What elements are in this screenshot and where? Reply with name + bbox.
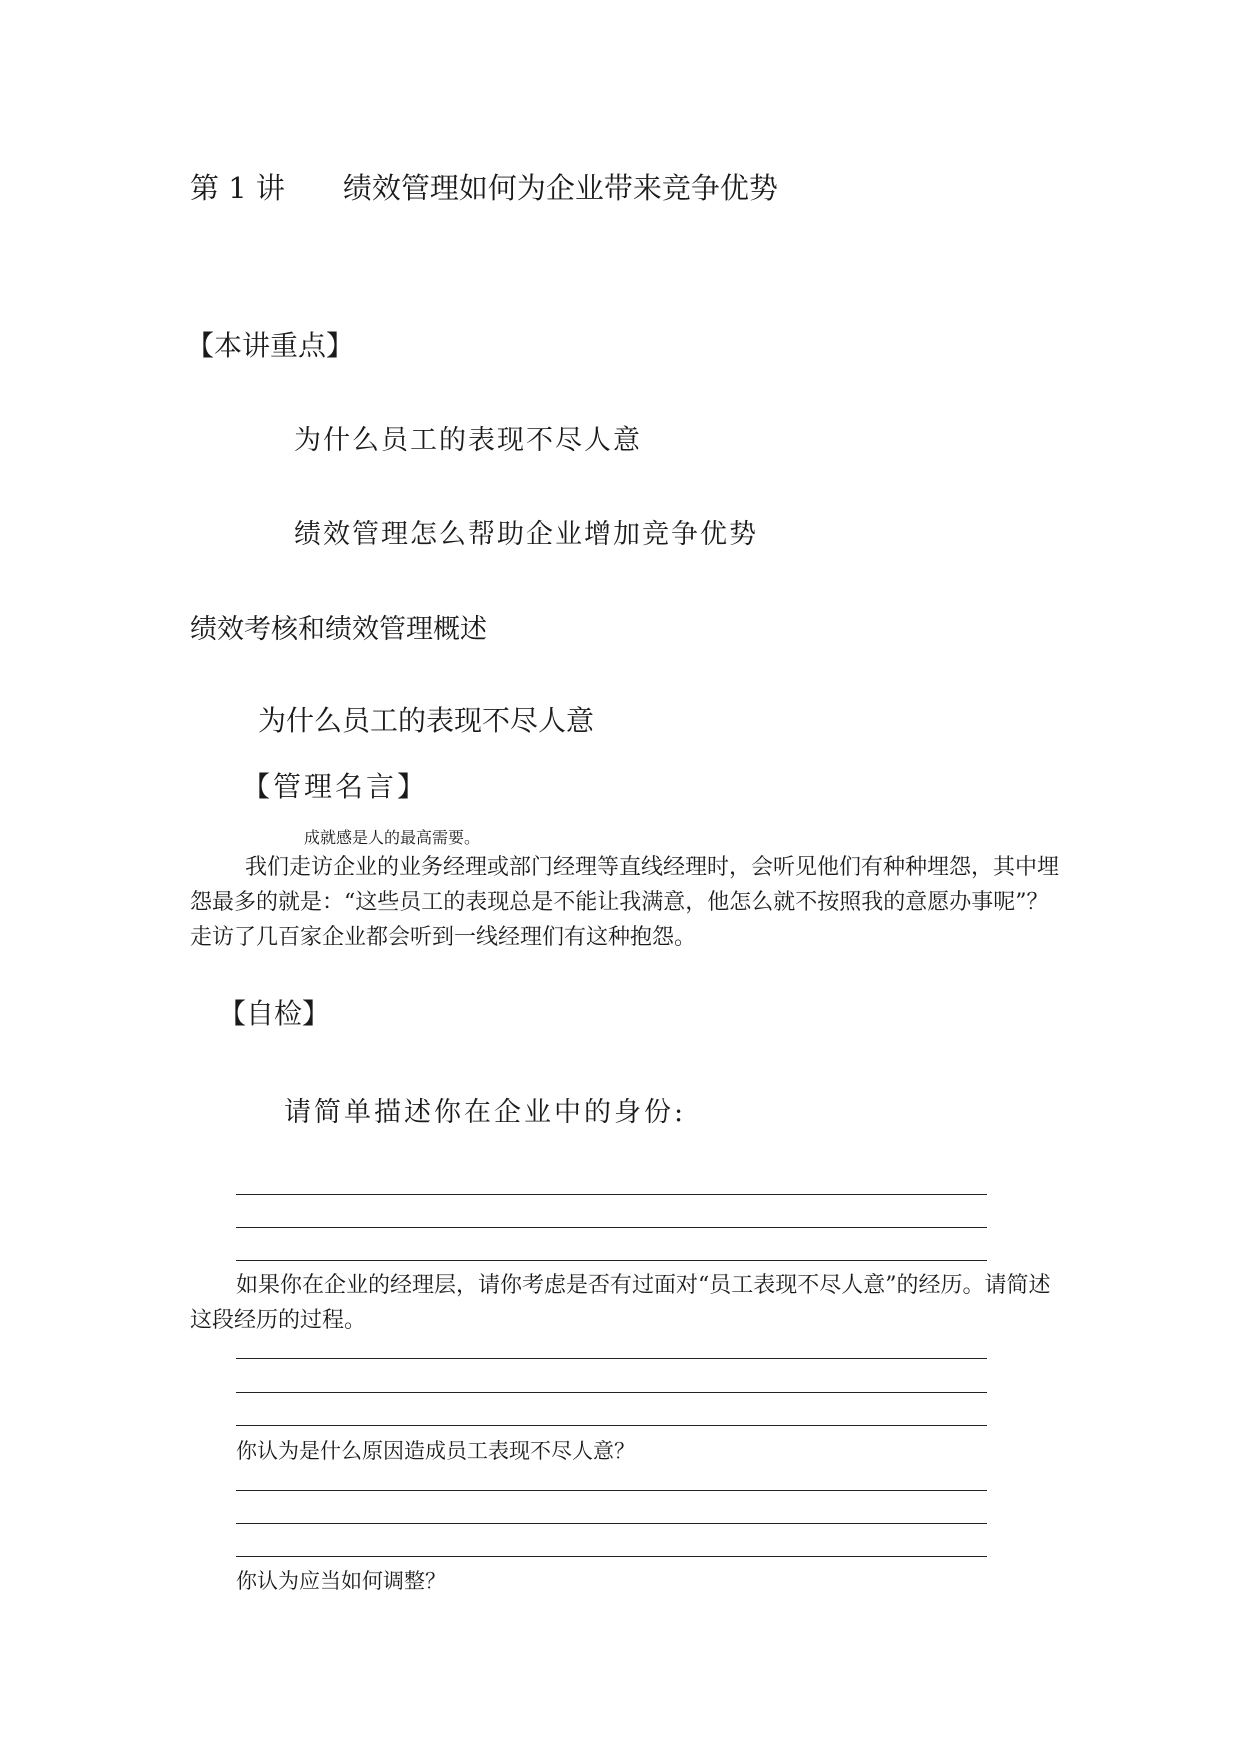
question-cause: 你认为是什么原因造成员工表现不尽人意？ xyxy=(236,1439,635,1463)
answer-line[interactable] xyxy=(236,1556,987,1557)
question-identity: 请简单描述你在企业中的身份: xyxy=(284,1097,687,1128)
self-check-heading: 【自检】 xyxy=(218,997,331,1030)
intro-paragraph: 我们走访企业的业务经理或部门经理等直线经理时，会听见他们有种种埋怨，其中埋怨最多的就是：“这些员工的表现总是不能让我满意，他怎么就不按照我的意愿办事呢”？走访了几百家企业都会听到一线经理们有这种抱怨。 xyxy=(190,855,1060,950)
section-subtitle: 为什么员工的表现不尽人意 xyxy=(258,704,595,737)
answer-line[interactable] xyxy=(236,1260,987,1261)
answer-line[interactable] xyxy=(236,1194,987,1195)
lecture-number: 第 1 讲 xyxy=(190,171,285,205)
answer-line[interactable] xyxy=(236,1227,987,1228)
quote-text: 成就感是人的最高需要。 xyxy=(304,828,481,847)
key-points-heading: 【本讲重点】 xyxy=(186,329,355,362)
lecture-title-text: 绩效管理如何为企业带来竞争优势 xyxy=(342,171,778,205)
question-adjust: 你认为应当如何调整？ xyxy=(236,1569,446,1593)
answer-line[interactable] xyxy=(236,1523,987,1524)
lecture-title xyxy=(190,166,778,207)
answer-line[interactable] xyxy=(236,1392,987,1393)
key-point-item: 为什么员工的表现不尽人意 xyxy=(294,425,642,456)
section-title: 绩效考核和绩效管理概述 xyxy=(190,614,487,645)
answer-line[interactable] xyxy=(236,1358,987,1359)
answer-line[interactable] xyxy=(236,1490,987,1491)
answer-line[interactable] xyxy=(236,1425,987,1426)
question-experience: 如果你在企业的经理层，请你考虑是否有过面对“员工表现不尽人意”的经历。请简述这段经历的过程。 xyxy=(190,1273,1051,1333)
quote-heading: 【管理名言】 xyxy=(242,770,429,803)
key-point-item: 绩效管理怎么帮助企业增加竞争优势 xyxy=(294,519,758,550)
